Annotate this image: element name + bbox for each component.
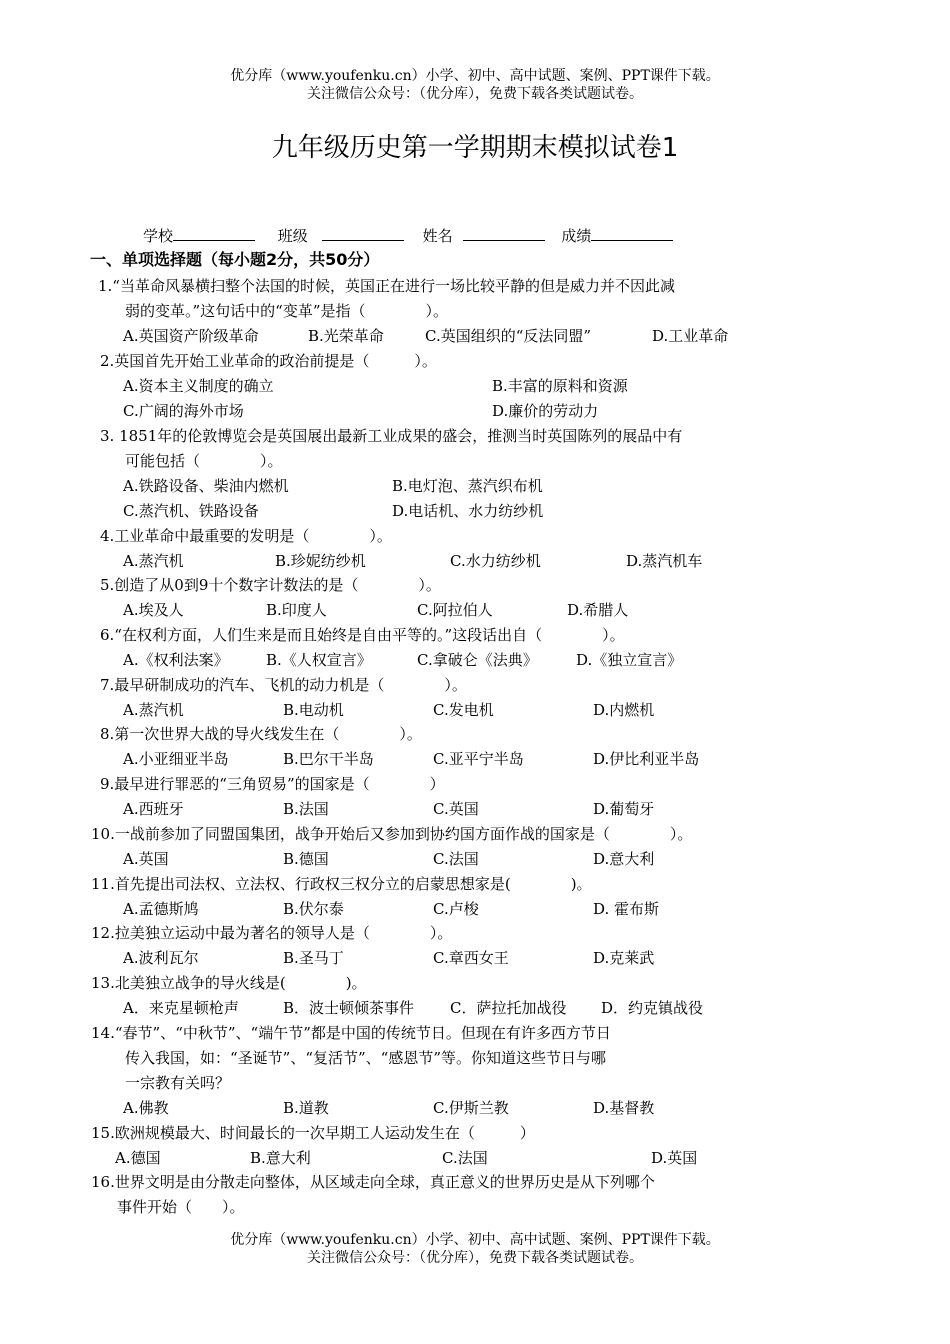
question-1-line-2: 弱的变革。”这句话中的“变革”是指（ ）。 <box>125 302 449 320</box>
question-8-option-a: A.小亚细亚半岛 <box>123 750 229 768</box>
question-9-option-b: B.法国 <box>283 800 329 818</box>
question-6-option-d: D.《独立宣言》 <box>576 651 683 669</box>
question-7-option-a: A.蒸汽机 <box>123 701 184 719</box>
question-15-option-a: A.德国 <box>115 1149 161 1167</box>
question-7-option-b: B.电动机 <box>283 701 344 719</box>
question-5-option-c: C.阿拉伯人 <box>417 601 493 619</box>
question-10-option-b: B.德国 <box>283 850 329 868</box>
question-10-line-1: 10.一战前参加了同盟国集团，战争开始后又参加到协约国方面作战的国家是（ ）。 <box>91 825 693 843</box>
question-11-option-a: A.孟德斯鸠 <box>123 900 199 918</box>
question-2-option-a: A.资本主义制度的确立 <box>123 377 274 395</box>
question-15-option-b: B.意大利 <box>250 1149 311 1167</box>
school-label: 学校 <box>143 227 174 245</box>
class-label: 班级 <box>277 227 308 245</box>
question-3-option-c: C.蒸汽机、铁路设备 <box>123 502 259 520</box>
question-9-option-a: A.西班牙 <box>123 800 184 818</box>
question-6-line-1: 6.“在权利方面，人们生来是而且始终是自由平等的。”这段话出自（ ）。 <box>100 626 625 644</box>
header-line-1: 优分库（www.youfenku.cn）小学、初中、高中试题、案例、PPT课件下载。 <box>230 68 720 84</box>
question-13-line-1: 13.北美独立战争的导火线是( )。 <box>91 974 367 992</box>
question-4-line-1: 4.工业革命中最重要的发明是（ ）。 <box>100 527 392 545</box>
question-10-option-c: C.法国 <box>433 850 479 868</box>
question-5-option-d: D.希腊人 <box>567 601 629 619</box>
question-13-option-d: D．约克镇战役 <box>601 999 704 1017</box>
question-14-line-2: 传入我国，如：“圣诞节”、“复活节”、“感恩节”等。你知道这些节日与哪 <box>125 1049 607 1067</box>
page-title: 九年级历史第一学期期末模拟试卷1 <box>271 133 679 163</box>
question-12-option-b: B.圣马丁 <box>283 949 344 967</box>
question-16-line-1: 16.世界文明是由分散走向整体，从区域走向全球，真正意义的世界历史是从下列哪个 <box>91 1173 655 1191</box>
question-4-option-c: C.水力纺纱机 <box>450 552 541 570</box>
score-label: 成绩 <box>561 227 592 245</box>
question-11-option-b: B.伏尔泰 <box>283 900 344 918</box>
question-1-line-1: 1.“当革命风暴横扫整个法国的时候，英国正在进行一场比较平静的但是威力并不因此减 <box>98 277 675 295</box>
question-13-option-b: B．波士顿倾茶事件 <box>283 999 415 1017</box>
question-7-line-1: 7.最早研制成功的汽车、飞机的动力机是（ ）。 <box>100 676 467 694</box>
question-7-option-c: C.发电机 <box>433 701 494 719</box>
question-6-option-c: C.拿破仑《法典》 <box>417 651 538 669</box>
question-8-option-c: C.亚平宁半岛 <box>433 750 524 768</box>
section-heading: 一、单项选择题（每小题2分，共50分） <box>90 250 380 269</box>
question-3-option-b: B.电灯泡、蒸汽织布机 <box>392 477 543 495</box>
question-10-option-a: A.英国 <box>123 850 169 868</box>
question-4-option-a: A.蒸汽机 <box>123 552 184 570</box>
question-9-option-d: D.葡萄牙 <box>593 800 655 818</box>
question-4-option-b: B.珍妮纺纱机 <box>275 552 366 570</box>
question-12-option-c: C.章西女王 <box>433 949 509 967</box>
question-12-option-a: A.波利瓦尔 <box>123 949 199 967</box>
question-2-line-1: 2.英国首先开始工业革命的政治前提是（ ）。 <box>100 352 437 370</box>
question-1-option-c: C.英国组织的“反法同盟” <box>425 327 592 345</box>
question-2-option-c: C.广阔的海外市场 <box>123 402 244 420</box>
question-3-line-1: 3. 1851年的伦敦博览会是英国展出最新工业成果的盛会，推测当时英国陈列的展品中有 <box>100 427 683 445</box>
question-14-line-3: 一宗教有关吗？ <box>125 1074 231 1092</box>
question-13-option-c: C．萨拉托加战役 <box>450 999 567 1017</box>
question-6-option-a: A.《权利法案》 <box>123 651 229 669</box>
question-1-option-d: D.工业革命 <box>652 327 729 345</box>
question-14-line-1: 14.“春节”、“中秋节”、“端午节”都是中国的传统节日。但现在有许多西方节日 <box>91 1024 611 1042</box>
student-info-row <box>143 225 683 247</box>
name-label: 姓名 <box>422 227 453 245</box>
question-5-option-a: A.埃及人 <box>123 601 184 619</box>
school-blank <box>173 225 255 241</box>
question-5-option-b: B.印度人 <box>266 601 327 619</box>
question-12-line-1: 12.拉美独立运动中最为著名的领导人是（ ）。 <box>91 924 453 942</box>
question-15-option-c: C.法国 <box>442 1149 488 1167</box>
question-2-option-d: D.廉价的劳动力 <box>492 402 599 420</box>
question-12-option-d: D.克莱武 <box>593 949 655 967</box>
question-7-option-d: D.内燃机 <box>593 701 655 719</box>
question-11-line-1: 11.首先提出司法权、立法权、行政权三权分立的启蒙思想家是( )。 <box>91 875 592 893</box>
question-15-option-d: D.英国 <box>651 1149 698 1167</box>
question-14-option-a: A.佛教 <box>123 1099 169 1117</box>
question-8-line-1: 8.第一次世界大战的导火线发生在（ ）。 <box>100 725 422 743</box>
question-4-option-d: D.蒸汽机车 <box>626 552 703 570</box>
question-3-option-a: A.铁路设备、柴油内燃机 <box>123 477 289 495</box>
question-13-option-a: A．来克星顿枪声 <box>123 999 239 1017</box>
question-3-line-2: 可能包括（ ）。 <box>125 452 283 470</box>
question-9-line-1: 9.最早进行罪恶的“三角贸易”的国家是（ ） <box>100 775 445 793</box>
question-1-option-b: B.光荣革命 <box>308 327 384 345</box>
question-11-option-c: C.卢梭 <box>433 900 479 918</box>
question-10-option-d: D.意大利 <box>593 850 655 868</box>
question-1-option-a: A.英国资产阶级革命 <box>123 327 259 345</box>
question-14-option-b: B.道教 <box>283 1099 329 1117</box>
question-8-option-b: B.巴尔干半岛 <box>283 750 374 768</box>
question-16-line-2: 事件开始（ ）。 <box>117 1198 245 1216</box>
footer-line-2: 关注微信公众号：（优分库），免费下载各类试题试卷。 <box>307 1250 643 1266</box>
footer-line-1: 优分库（www.youfenku.cn）小学、初中、高中试题、案例、PPT课件下载。 <box>230 1232 720 1248</box>
question-3-option-d: D.电话机、水力纺纱机 <box>392 502 544 520</box>
question-9-option-c: C.英国 <box>433 800 479 818</box>
question-5-line-1: 5.创造了从0到9十个数字计数法的是（ ）。 <box>100 576 441 594</box>
question-6-option-b: B.《人权宣言》 <box>266 651 372 669</box>
name-blank <box>463 225 545 241</box>
score-blank <box>591 225 673 241</box>
question-11-option-d: D. 霍布斯 <box>593 900 660 918</box>
question-2-option-b: B.丰富的原料和资源 <box>492 377 628 395</box>
class-blank <box>322 225 404 241</box>
header-line-2: 关注微信公众号：（优分库），免费下载各类试题试卷。 <box>307 86 643 102</box>
question-14-option-c: C.伊斯兰教 <box>433 1099 509 1117</box>
question-15-line-1: 15.欧洲规模最大、时间最长的一次早期工人运动发生在（ ） <box>91 1124 535 1142</box>
question-8-option-d: D.伊比利亚半岛 <box>593 750 700 768</box>
question-14-option-d: D.基督教 <box>593 1099 655 1117</box>
